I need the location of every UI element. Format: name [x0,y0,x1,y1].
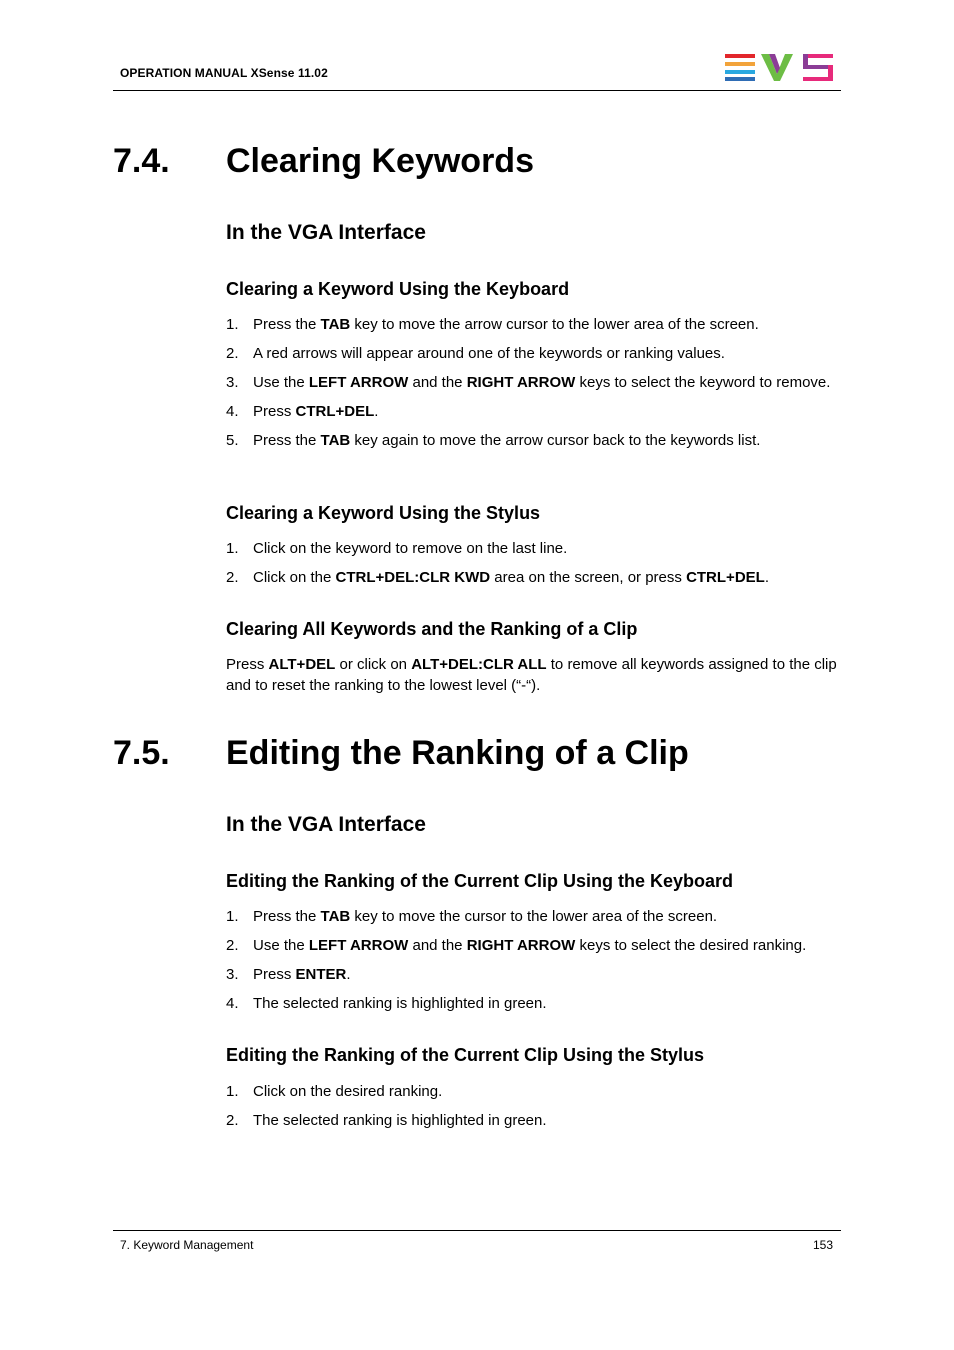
section-heading-7-4 [113,142,534,181]
text-run: key to move the cursor to the lower area of the screen. [350,908,718,925]
bold-term: ENTER [295,966,347,983]
step-text [253,432,760,449]
step-text [253,316,759,333]
step-item [226,1110,841,1131]
subsection-title: Clearing a Keyword Using the Stylus [226,503,541,523]
step-text [253,908,717,925]
subsection-title: Clearing a Keyword Using the Keyboard [226,279,570,299]
text-run: Press the [253,432,321,449]
bold-term: LEFT ARROW [308,374,409,391]
step-number: 3. [226,374,239,391]
step-item [226,906,841,927]
step-item [226,538,841,559]
bold-term: TAB [320,316,351,333]
step-item [226,430,841,451]
text-run: Use the [253,937,309,954]
section-number: 7.5. [113,734,170,772]
text-run: key again to move the arrow cursor back to the keywords list. [350,432,761,449]
step-text [253,540,567,557]
footer-chapter: 7. Keyword Management [120,1238,254,1252]
bold-term: ALT+DEL [268,656,336,673]
subsection-title: Clearing All Keywords and the Ranking of a Clip [226,619,638,639]
text-run: . [764,569,769,586]
step-item [226,1081,841,1102]
step-number: 5. [226,432,239,449]
step-number: 1. [226,316,239,333]
bold-term: ALT+DEL:CLR ALL [411,656,547,673]
step-text [253,995,547,1012]
step-number: 3. [226,966,239,983]
step-number: 2. [226,937,239,954]
text-run: Click on the [253,569,336,586]
text-run: and the [408,374,467,391]
bold-term: RIGHT ARROW [466,374,576,391]
step-number: 1. [226,1083,239,1100]
step-text [253,403,378,420]
text-run: Click on the desired ranking. [253,1083,443,1100]
step-item [226,343,841,364]
step-item [226,964,841,985]
text-run: keys to select the desired ranking. [575,937,807,954]
evs-logo [725,52,835,82]
step-text [253,345,725,362]
step-number: 2. [226,569,239,586]
step-item [226,993,841,1014]
bold-term: TAB [320,908,351,925]
text-run: and the [408,937,467,954]
step-item [226,372,841,393]
paragraph [226,655,846,696]
text-run: Use the [253,374,309,391]
step-text [253,1083,442,1100]
text-run: Press [226,656,269,673]
text-run: key to move the arrow cursor to the lower area of the screen. [350,316,759,333]
steps-list [226,314,841,459]
bold-term: TAB [320,432,351,449]
steps-list [226,906,841,1022]
text-run: The selected ranking is highlighted in green. [253,995,547,1012]
step-item [226,314,841,335]
text-run: keys to select the keyword to remove. [575,374,831,391]
text-run: Press [253,966,296,983]
step-item [226,935,841,956]
bold-term: CTRL+DEL:CLR KWD [335,569,491,586]
section-subtitle: In the VGA Interface [226,221,426,244]
subsection-title: Editing the Ranking of the Current Clip Using the Keyboard [226,871,734,891]
bold-term: LEFT ARROW [308,937,409,954]
text-run: . [346,966,351,983]
section-subtitle: In the VGA Interface [226,813,426,836]
section-title: Editing the Ranking of a Clip [226,734,689,772]
step-text [253,937,806,954]
step-text [253,1112,547,1129]
bold-term: RIGHT ARROW [466,937,576,954]
footer-divider [113,1230,841,1231]
section-title: Clearing Keywords [226,142,534,180]
text-run: area on the screen, or press [490,569,687,586]
text-run: to remove all keywords assigned to the clip and to reset the ranking to the lowest level (“-“). [226,656,837,694]
text-run: Press the [253,316,321,333]
steps-list [226,538,841,596]
step-number: 2. [226,345,239,362]
steps-list [226,1081,841,1139]
text-run: Click on the keyword to remove on the last line. [253,540,568,557]
step-number: 4. [226,995,239,1012]
page-number: 153 [812,1238,833,1252]
text-run: Press [253,403,296,420]
step-number: 4. [226,403,239,420]
step-text [253,966,351,983]
text-run: The selected ranking is highlighted in green. [253,1112,547,1129]
document-header-title: OPERATION MANUAL XSense 11.02 [120,66,328,80]
header-divider [113,90,841,91]
bold-term: CTRL+DEL [686,569,765,586]
subsection-title: Editing the Ranking of the Current Clip Using the Stylus [226,1045,705,1065]
text-run: Press the [253,908,321,925]
step-number: 1. [226,540,239,557]
text-run: or click on [335,656,412,673]
step-item [226,567,841,588]
section-number: 7.4. [113,142,170,180]
step-number: 2. [226,1112,239,1129]
section-heading-7-5 [113,734,689,773]
step-item [226,401,841,422]
step-text [253,374,830,391]
text-run: . [374,403,379,420]
text-run: A red arrows will appear around one of the keywords or ranking values. [253,345,725,362]
step-text [253,569,769,586]
step-number: 1. [226,908,239,925]
bold-term: CTRL+DEL [295,403,375,420]
